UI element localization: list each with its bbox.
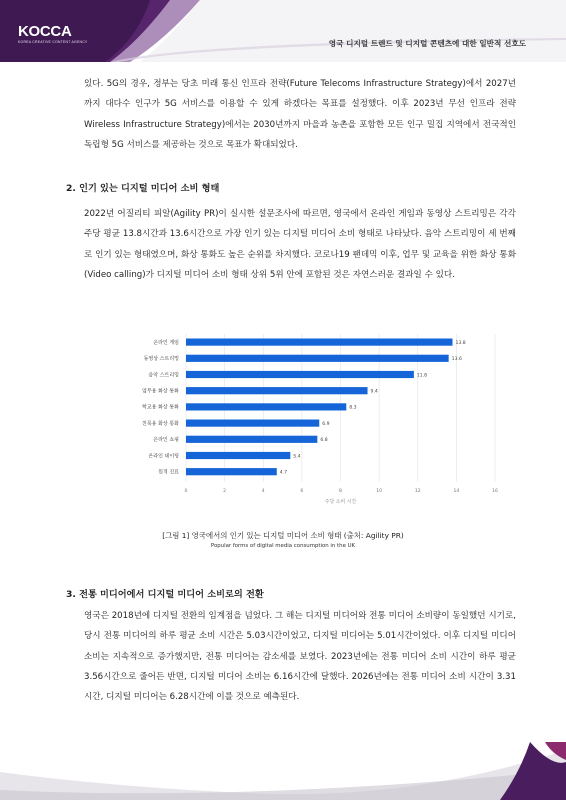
x-tick-label: 6	[300, 488, 304, 494]
bar-value-label: 9.4	[370, 389, 378, 395]
bar	[186, 339, 453, 346]
category-label: 온라인 쇼핑	[153, 437, 179, 444]
bar	[186, 355, 449, 362]
bar-value-label: 6.9	[322, 421, 330, 427]
category-label: 원격 진료	[158, 469, 179, 476]
section2-paragraph: 2022년 어질리티 피알(Agility PR)이 실시한 설문조사에 따르면, 영국에서 온라인 게임과 동영상 스트리밍은 각각 주당 평균 13.8시간과 13.6시간으로 가장 인기 있는 디지털 미디어 소비 형태로 나타났다. 음악 스트리밍이 세 번째로 인기 있는 형태였으며, 화상 통화도 높은 순위를 차지했다. 코로나19 팬데믹 이후, 업무 및 교육을 위한 화상 통화(Video calling)가 디지털 미디어 소비 형태 상위 5위 안에 포함된 것은 자연스러운 결과일 수 있다.	[84, 209, 516, 280]
section2-heading: 2. 인기 있는 디지털 미디어 소비 형태	[66, 183, 220, 194]
header-banner-graphic	[0, 0, 566, 62]
category-label: 온라인 데이팅	[148, 453, 179, 460]
x-tick-label: 16	[492, 488, 498, 494]
section3-paragraph: 영국은 2018년에 디지털 전환의 임계점을 넘었다. 그 해는 디지털 미디어와 전통 미디어 소비량이 동일했던 시기로, 당시 전통 미디어의 하루 평균 소비 시간은 5.03시간이었고, 디지털 미디어는 5.01시간이었다. 이후 디지털 미디어 소비는 지속적으로 증가했지만, 전통 미디어는 감소세를 보였다. 2023년에는 전통 미디어 소비 시간이 하루 평균 3.56시간으로 줄어든 반면, 디지털 미디어 소비는 6.16시간에 달했다. 2026년에는 전통 미디어 소비 시간이 3.31시간, 디지털 미디어는 6.28시간에 이를 것으로 예측된다.	[84, 611, 516, 703]
x-tick-label: 10	[376, 488, 383, 494]
bar-value-label: 5.4	[293, 454, 301, 460]
category-label: 학교용 화상 통화	[142, 404, 179, 411]
x-tick-label: 2	[223, 488, 227, 494]
x-tick-label: 14	[453, 488, 460, 494]
bar-value-label: 13.6	[451, 357, 462, 363]
bar	[186, 436, 317, 443]
category-label: 온라인 게임	[153, 339, 179, 346]
kocca-logo-subtitle: KOREA CREATIVE CONTENT AGENCY	[18, 40, 88, 44]
section3-heading: 3. 전통 미디어에서 디지털 미디어 소비로의 전환	[66, 589, 264, 600]
bar	[186, 403, 346, 410]
kocca-logo: KOCCA	[18, 23, 72, 40]
bar	[186, 452, 290, 459]
bar	[186, 387, 368, 394]
bar	[186, 420, 319, 427]
bar	[186, 468, 277, 475]
x-tick-label: 12	[414, 488, 421, 494]
category-label: 동영상 스트리밍	[143, 356, 179, 363]
category-label: 업무용 화상 통화	[142, 388, 179, 395]
bar-value-label: 8.3	[349, 405, 357, 411]
page-header	[0, 0, 566, 62]
bar-value-label: 11.8	[416, 373, 428, 379]
figure-caption-english: Popular forms of digital media consumption in the UK	[210, 543, 356, 549]
figure-caption: [그림 1] 영국에서의 인기 있는 디지털 미디어 소비 형태 (출처: Agility PR)	[162, 531, 404, 540]
category-label: 음악 스트리밍	[148, 372, 179, 379]
intro-paragraph: 있다. 5G의 경우, 정부는 당초 미래 통신 인프라 전략(Future Telecoms Infrastructure Strategy)에서 2027년까지 대다수 인구가 5G 서비스를 이용할 수 있게 하겠다는 목표를 설정했다. 이후 2023년 무선 인프라 전략Wireless Infrastructure Strategy)에서는 2030년까지 마을과 농촌을 포함한 모든 인구 밀집 지역에서 전국적인 독립형 5G 서비스를 제공하는 것으로 목표가 확대되었다.	[84, 79, 516, 150]
bar-value-label: 6.8	[320, 438, 328, 444]
digital-media-consumption-chart	[110, 330, 505, 510]
category-label: 친목용 화상 통화	[142, 420, 179, 427]
bar-value-label: 4.7	[279, 470, 288, 476]
footer-decoration-graphic	[0, 742, 566, 800]
header-title: 영국 디지털 트렌드 및 디지털 콘텐츠에 대한 일반적 선호도	[328, 39, 526, 48]
x-tick-label: 8	[339, 488, 342, 494]
x-axis-label: 주당 소비 시간	[324, 498, 357, 505]
x-tick-label: 0	[184, 488, 188, 494]
bar-value-label: 13.8	[455, 340, 466, 346]
bar	[186, 371, 414, 378]
x-tick-label: 4	[261, 488, 265, 494]
